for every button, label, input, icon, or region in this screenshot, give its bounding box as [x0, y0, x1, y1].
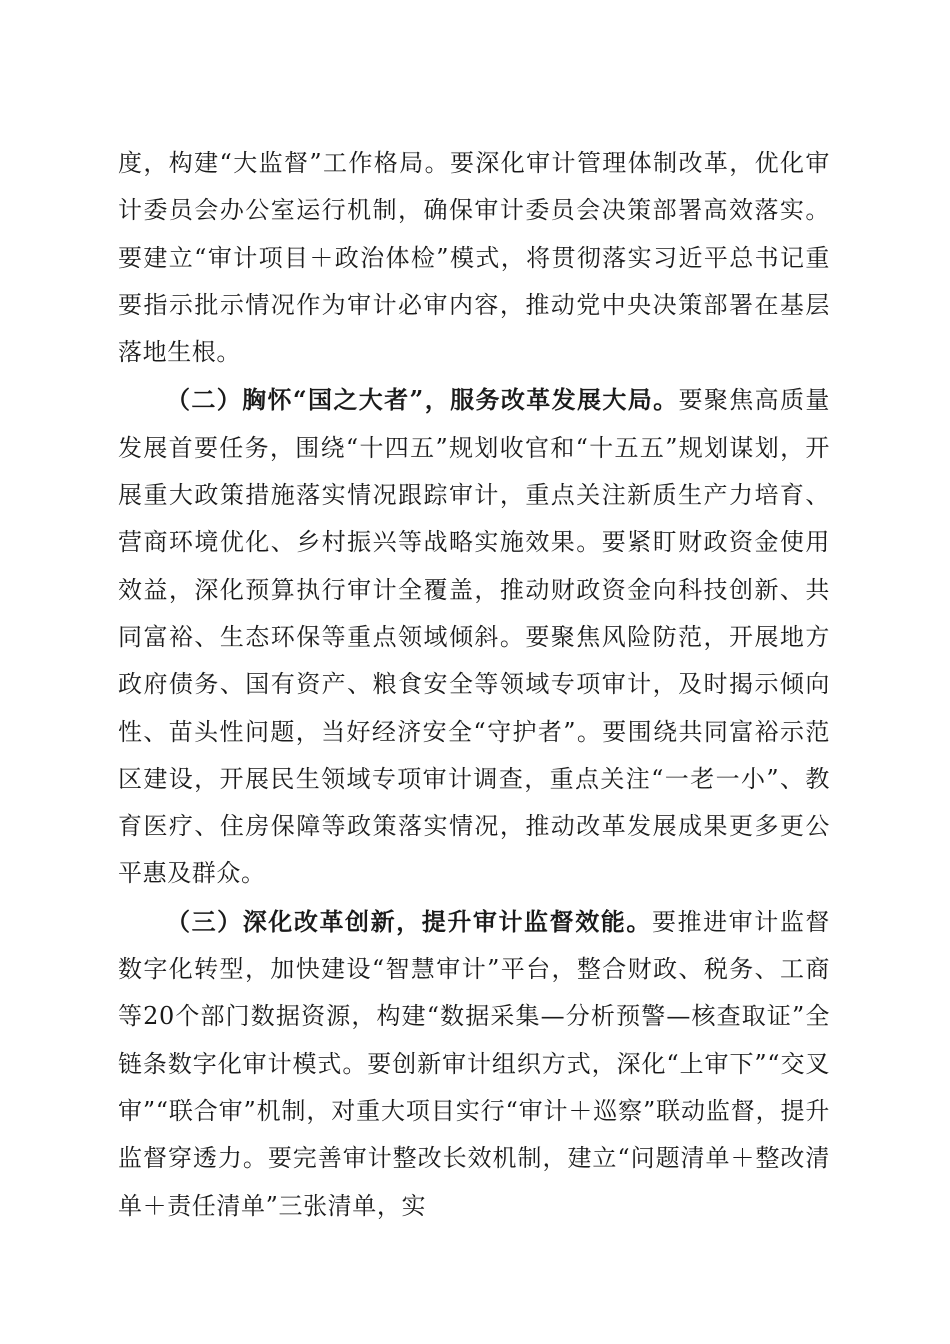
paragraph-1 — [118, 140, 830, 376]
paragraph-1-text: 度，构建“大监督”工作格局。要深化审计管理体制改革，优化审计委员会办公室运行机制，确保审计委员会决策部署高效落实。要建立“审计项目＋政治体检”模式，将贯彻落实习近平总书记重要指示批示情况作为审计必审内容，推动党中央决策部署在基层落地生根。 — [118, 149, 830, 367]
section-heading-3: （三）深化改革创新，提升审计监督效能。 — [166, 906, 652, 936]
paragraph-3-text: 要推进审计监督数字化转型，加快建设“智慧审计”平台，整合财政、税务、工商等20个部门数据资源，构建“数据采集—分析预警—核查取证”全链条数字化审计模式。要创新审计组织方式，深化“上审下”“交叉审”“联合审”机制，对重大项目实行“审计＋巡察”联动监督，提升监督穿透力。要完善审计整改长效机制，建立“问题清单＋整改清单＋责任清单”三张清单，实 — [118, 907, 830, 1220]
paragraph-3 — [118, 898, 830, 1230]
section-heading-2: （二）胸怀“国之大者”，服务改革发展大局。 — [166, 385, 679, 415]
paragraph-2 — [118, 376, 830, 897]
document-body — [118, 140, 830, 1230]
paragraph-2-text: 要聚焦高质量发展首要任务，围绕“十四五”规划收官和“十五五”规划谋划，开展重大政策措施落实情况跟踪审计，重点关注新质生产力培育、营商环境优化、乡村振兴等战略实施效果。要紧盯财政资金使用效益，深化预算执行审计全覆盖，推动财政资金向科技创新、共同富裕、生态环保等重点领域倾斜。要聚焦风险防范，开展地方政府债务、国有资产、粮食安全等领域专项审计，及时揭示倾向性、苗头性问题，当好经济安全“守护者”。要围绕共同富裕示范区建设，开展民生领域专项审计调查，重点关注“一老一小”、教育医疗、住房保障等政策落实情况，推动改革发展成果更多更公平惠及群众。 — [118, 386, 830, 888]
